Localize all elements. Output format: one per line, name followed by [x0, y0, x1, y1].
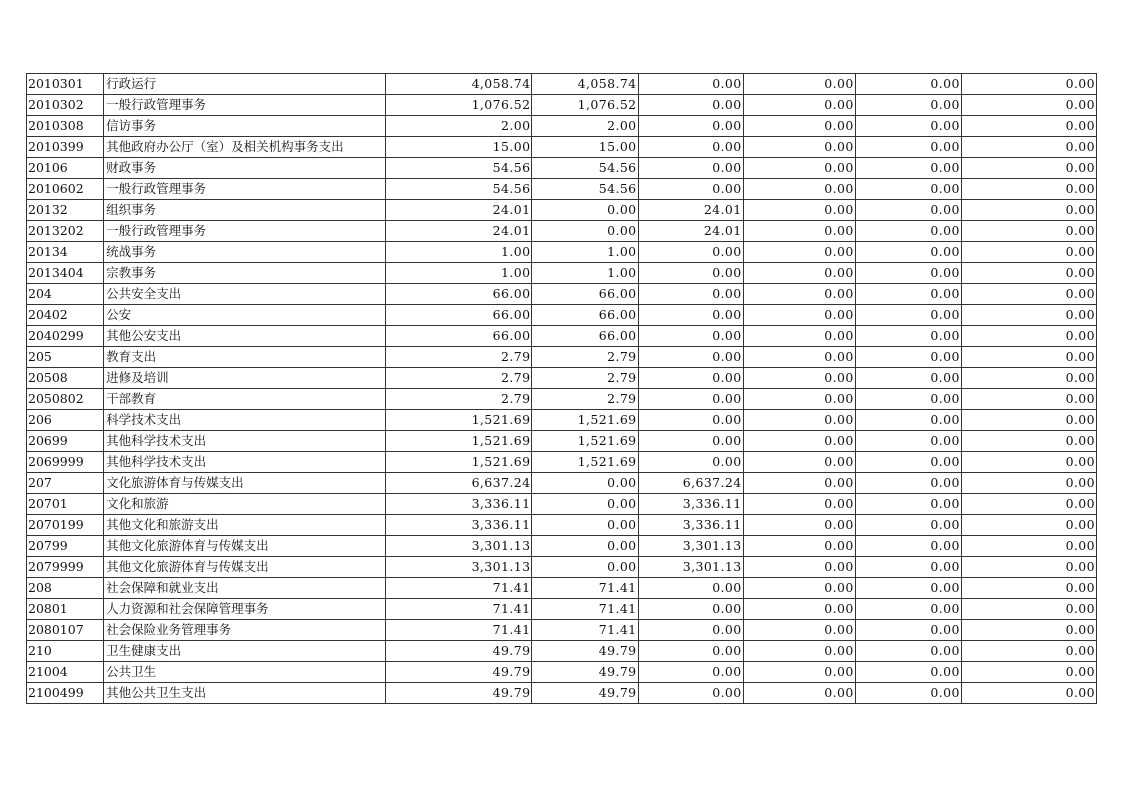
table-row [27, 179, 1097, 200]
subject-code-cell: 20402 [27, 305, 104, 326]
amount-cell: 0.00 [743, 179, 855, 200]
table-row [27, 305, 1097, 326]
table-row [27, 452, 1097, 473]
amount-cell: 49.79 [532, 683, 638, 704]
amount-cell: 49.79 [532, 641, 638, 662]
amount-cell: 54.56 [386, 158, 532, 179]
amount-cell: 2.79 [386, 368, 532, 389]
amount-cell: 3,336.11 [638, 515, 743, 536]
table-row [27, 473, 1097, 494]
subject-code-cell: 2070199 [27, 515, 104, 536]
subject-code-cell: 20699 [27, 431, 104, 452]
amount-cell: 0.00 [855, 242, 961, 263]
amount-cell: 66.00 [532, 284, 638, 305]
amount-cell: 0.00 [855, 536, 961, 557]
amount-cell: 2.00 [386, 116, 532, 137]
amount-cell: 0.00 [855, 620, 961, 641]
amount-cell: 0.00 [638, 242, 743, 263]
amount-cell: 54.56 [386, 179, 532, 200]
table-row [27, 536, 1097, 557]
amount-cell: 2.79 [386, 347, 532, 368]
amount-cell: 0.00 [638, 641, 743, 662]
amount-cell: 0.00 [743, 473, 855, 494]
amount-cell: 0.00 [743, 494, 855, 515]
amount-cell: 0.00 [638, 368, 743, 389]
amount-cell: 0.00 [961, 326, 1096, 347]
amount-cell: 0.00 [961, 221, 1096, 242]
amount-cell: 0.00 [638, 137, 743, 158]
amount-cell: 3,301.13 [638, 536, 743, 557]
amount-cell: 4,058.74 [532, 74, 638, 95]
amount-cell: 6,637.24 [386, 473, 532, 494]
amount-cell: 0.00 [638, 347, 743, 368]
amount-cell: 0.00 [743, 683, 855, 704]
table-row [27, 515, 1097, 536]
amount-cell: 0.00 [638, 263, 743, 284]
amount-cell: 15.00 [532, 137, 638, 158]
amount-cell: 0.00 [532, 200, 638, 221]
amount-cell: 0.00 [638, 95, 743, 116]
amount-cell: 0.00 [961, 95, 1096, 116]
amount-cell: 0.00 [855, 305, 961, 326]
amount-cell: 0.00 [961, 599, 1096, 620]
amount-cell: 0.00 [532, 536, 638, 557]
table-row [27, 95, 1097, 116]
subject-name-cell: 一般行政管理事务 [104, 95, 386, 116]
table-row [27, 620, 1097, 641]
amount-cell: 0.00 [855, 263, 961, 284]
amount-cell: 0.00 [961, 536, 1096, 557]
table-row [27, 431, 1097, 452]
amount-cell: 0.00 [743, 158, 855, 179]
amount-cell: 0.00 [855, 179, 961, 200]
amount-cell: 0.00 [638, 599, 743, 620]
amount-cell: 3,336.11 [638, 494, 743, 515]
amount-cell: 0.00 [638, 116, 743, 137]
amount-cell: 0.00 [961, 179, 1096, 200]
amount-cell: 66.00 [532, 305, 638, 326]
subject-name-cell: 其他文化和旅游支出 [104, 515, 386, 536]
amount-cell: 0.00 [961, 200, 1096, 221]
subject-code-cell: 207 [27, 473, 104, 494]
amount-cell: 0.00 [855, 74, 961, 95]
subject-code-cell: 20701 [27, 494, 104, 515]
amount-cell: 1,521.69 [532, 431, 638, 452]
subject-name-cell: 一般行政管理事务 [104, 221, 386, 242]
table-row [27, 599, 1097, 620]
amount-cell: 0.00 [743, 347, 855, 368]
amount-cell: 3,336.11 [386, 494, 532, 515]
amount-cell: 0.00 [743, 326, 855, 347]
amount-cell: 0.00 [855, 578, 961, 599]
subject-name-cell: 社会保障和就业支出 [104, 578, 386, 599]
amount-cell: 0.00 [961, 263, 1096, 284]
subject-code-cell: 2050802 [27, 389, 104, 410]
subject-name-cell: 进修及培训 [104, 368, 386, 389]
amount-cell: 2.79 [532, 368, 638, 389]
amount-cell: 0.00 [855, 326, 961, 347]
amount-cell: 1,521.69 [386, 452, 532, 473]
amount-cell: 0.00 [961, 641, 1096, 662]
table-row [27, 137, 1097, 158]
subject-code-cell: 20801 [27, 599, 104, 620]
amount-cell: 0.00 [743, 116, 855, 137]
amount-cell: 0.00 [855, 410, 961, 431]
table-row [27, 116, 1097, 137]
amount-cell: 49.79 [386, 641, 532, 662]
amount-cell: 0.00 [961, 578, 1096, 599]
table-row [27, 221, 1097, 242]
amount-cell: 0.00 [532, 473, 638, 494]
subject-code-cell: 20799 [27, 536, 104, 557]
table-row [27, 347, 1097, 368]
amount-cell: 0.00 [961, 137, 1096, 158]
amount-cell: 0.00 [532, 494, 638, 515]
amount-cell: 0.00 [638, 431, 743, 452]
table-row [27, 200, 1097, 221]
subject-name-cell: 其他科学技术支出 [104, 431, 386, 452]
subject-name-cell: 其他公安支出 [104, 326, 386, 347]
subject-code-cell: 2013202 [27, 221, 104, 242]
amount-cell: 0.00 [743, 452, 855, 473]
subject-name-cell: 其他政府办公厅（室）及相关机构事务支出 [104, 137, 386, 158]
subject-code-cell: 205 [27, 347, 104, 368]
amount-cell: 0.00 [638, 74, 743, 95]
amount-cell: 0.00 [743, 305, 855, 326]
amount-cell: 0.00 [961, 452, 1096, 473]
subject-code-cell: 2040299 [27, 326, 104, 347]
amount-cell: 0.00 [638, 158, 743, 179]
amount-cell: 0.00 [961, 368, 1096, 389]
amount-cell: 0.00 [961, 74, 1096, 95]
amount-cell: 0.00 [855, 494, 961, 515]
amount-cell: 0.00 [855, 284, 961, 305]
table-row [27, 641, 1097, 662]
amount-cell: 24.01 [386, 221, 532, 242]
table-row [27, 557, 1097, 578]
subject-code-cell: 2010302 [27, 95, 104, 116]
amount-cell: 0.00 [961, 389, 1096, 410]
amount-cell: 0.00 [855, 599, 961, 620]
amount-cell: 49.79 [386, 683, 532, 704]
table-row [27, 263, 1097, 284]
amount-cell: 66.00 [386, 305, 532, 326]
amount-cell: 0.00 [855, 431, 961, 452]
subject-name-cell: 公共安全支出 [104, 284, 386, 305]
amount-cell: 0.00 [855, 641, 961, 662]
amount-cell: 0.00 [743, 536, 855, 557]
table-row [27, 410, 1097, 431]
subject-code-cell: 2069999 [27, 452, 104, 473]
subject-code-cell: 2010301 [27, 74, 104, 95]
subject-code-cell: 2010308 [27, 116, 104, 137]
amount-cell: 0.00 [961, 620, 1096, 641]
amount-cell: 0.00 [855, 662, 961, 683]
amount-cell: 0.00 [743, 368, 855, 389]
subject-name-cell: 其他科学技术支出 [104, 452, 386, 473]
amount-cell: 0.00 [743, 200, 855, 221]
amount-cell: 71.41 [386, 578, 532, 599]
table-row [27, 389, 1097, 410]
subject-code-cell: 206 [27, 410, 104, 431]
subject-code-cell: 20132 [27, 200, 104, 221]
subject-code-cell: 20508 [27, 368, 104, 389]
amount-cell: 0.00 [743, 557, 855, 578]
subject-code-cell: 2013404 [27, 263, 104, 284]
amount-cell: 0.00 [743, 515, 855, 536]
amount-cell: 71.41 [532, 599, 638, 620]
amount-cell: 0.00 [638, 179, 743, 200]
amount-cell: 2.79 [532, 389, 638, 410]
amount-cell: 0.00 [855, 221, 961, 242]
amount-cell: 2.00 [532, 116, 638, 137]
amount-cell: 0.00 [961, 158, 1096, 179]
amount-cell: 54.56 [532, 158, 638, 179]
amount-cell: 49.79 [532, 662, 638, 683]
subject-name-cell: 干部教育 [104, 389, 386, 410]
amount-cell: 0.00 [638, 683, 743, 704]
amount-cell: 0.00 [743, 620, 855, 641]
amount-cell: 0.00 [961, 494, 1096, 515]
table-row [27, 494, 1097, 515]
amount-cell: 1.00 [386, 263, 532, 284]
amount-cell: 3,301.13 [386, 536, 532, 557]
amount-cell: 0.00 [638, 284, 743, 305]
amount-cell: 0.00 [961, 473, 1096, 494]
amount-cell: 0.00 [743, 599, 855, 620]
amount-cell: 0.00 [532, 221, 638, 242]
amount-cell: 0.00 [638, 410, 743, 431]
subject-code-cell: 2100499 [27, 683, 104, 704]
amount-cell: 1,076.52 [386, 95, 532, 116]
amount-cell: 24.01 [638, 221, 743, 242]
amount-cell: 0.00 [743, 641, 855, 662]
amount-cell: 0.00 [743, 242, 855, 263]
amount-cell: 0.00 [638, 662, 743, 683]
amount-cell: 2.79 [532, 347, 638, 368]
subject-name-cell: 人力资源和社会保障管理事务 [104, 599, 386, 620]
table-row [27, 662, 1097, 683]
subject-name-cell: 科学技术支出 [104, 410, 386, 431]
table-row [27, 74, 1097, 95]
amount-cell: 0.00 [961, 116, 1096, 137]
amount-cell: 71.41 [386, 620, 532, 641]
table-body [27, 74, 1097, 704]
amount-cell: 0.00 [855, 452, 961, 473]
amount-cell: 0.00 [638, 326, 743, 347]
subject-name-cell: 组织事务 [104, 200, 386, 221]
subject-name-cell: 一般行政管理事务 [104, 179, 386, 200]
subject-name-cell: 社会保险业务管理事务 [104, 620, 386, 641]
amount-cell: 0.00 [961, 242, 1096, 263]
amount-cell: 0.00 [855, 347, 961, 368]
amount-cell: 0.00 [961, 284, 1096, 305]
amount-cell: 0.00 [855, 137, 961, 158]
subject-code-cell: 20106 [27, 158, 104, 179]
amount-cell: 66.00 [386, 284, 532, 305]
amount-cell: 2.79 [386, 389, 532, 410]
subject-name-cell: 其他文化旅游体育与传媒支出 [104, 557, 386, 578]
amount-cell: 15.00 [386, 137, 532, 158]
subject-name-cell: 宗教事务 [104, 263, 386, 284]
subject-code-cell: 21004 [27, 662, 104, 683]
table-row [27, 284, 1097, 305]
amount-cell: 66.00 [386, 326, 532, 347]
subject-code-cell: 210 [27, 641, 104, 662]
amount-cell: 54.56 [532, 179, 638, 200]
subject-name-cell: 文化旅游体育与传媒支出 [104, 473, 386, 494]
subject-name-cell: 卫生健康支出 [104, 641, 386, 662]
subject-name-cell: 其他公共卫生支出 [104, 683, 386, 704]
subject-code-cell: 2010399 [27, 137, 104, 158]
amount-cell: 0.00 [638, 389, 743, 410]
amount-cell: 0.00 [961, 515, 1096, 536]
amount-cell: 1,076.52 [532, 95, 638, 116]
amount-cell: 49.79 [386, 662, 532, 683]
amount-cell: 0.00 [961, 683, 1096, 704]
subject-name-cell: 文化和旅游 [104, 494, 386, 515]
subject-code-cell: 204 [27, 284, 104, 305]
subject-name-cell: 教育支出 [104, 347, 386, 368]
subject-name-cell: 公共卫生 [104, 662, 386, 683]
table-row [27, 326, 1097, 347]
amount-cell: 0.00 [743, 578, 855, 599]
amount-cell: 1.00 [386, 242, 532, 263]
amount-cell: 0.00 [855, 116, 961, 137]
table-row [27, 578, 1097, 599]
amount-cell: 0.00 [743, 263, 855, 284]
amount-cell: 6,637.24 [638, 473, 743, 494]
subject-code-cell: 208 [27, 578, 104, 599]
amount-cell: 0.00 [638, 578, 743, 599]
amount-cell: 0.00 [961, 557, 1096, 578]
table-row [27, 368, 1097, 389]
table-row [27, 242, 1097, 263]
amount-cell: 0.00 [743, 137, 855, 158]
amount-cell: 0.00 [743, 662, 855, 683]
table-row [27, 158, 1097, 179]
amount-cell: 1,521.69 [386, 431, 532, 452]
amount-cell: 0.00 [638, 305, 743, 326]
amount-cell: 0.00 [743, 284, 855, 305]
subject-code-cell: 2079999 [27, 557, 104, 578]
amount-cell: 0.00 [855, 473, 961, 494]
amount-cell: 0.00 [638, 452, 743, 473]
amount-cell: 1.00 [532, 242, 638, 263]
subject-code-cell: 2080107 [27, 620, 104, 641]
subject-name-cell: 统战事务 [104, 242, 386, 263]
amount-cell: 3,301.13 [386, 557, 532, 578]
amount-cell: 0.00 [532, 557, 638, 578]
amount-cell: 0.00 [961, 347, 1096, 368]
amount-cell: 0.00 [855, 683, 961, 704]
amount-cell: 24.01 [386, 200, 532, 221]
amount-cell: 1,521.69 [386, 410, 532, 431]
amount-cell: 0.00 [961, 305, 1096, 326]
amount-cell: 66.00 [532, 326, 638, 347]
amount-cell: 0.00 [961, 410, 1096, 431]
amount-cell: 1,521.69 [532, 410, 638, 431]
amount-cell: 0.00 [743, 95, 855, 116]
amount-cell: 0.00 [855, 158, 961, 179]
amount-cell: 0.00 [855, 557, 961, 578]
subject-code-cell: 20134 [27, 242, 104, 263]
table-row [27, 683, 1097, 704]
subject-name-cell: 行政运行 [104, 74, 386, 95]
amount-cell: 3,336.11 [386, 515, 532, 536]
amount-cell: 0.00 [961, 662, 1096, 683]
amount-cell: 0.00 [743, 221, 855, 242]
amount-cell: 0.00 [855, 515, 961, 536]
amount-cell: 1.00 [532, 263, 638, 284]
amount-cell: 71.41 [386, 599, 532, 620]
amount-cell: 71.41 [532, 578, 638, 599]
expenditure-table [26, 73, 1097, 704]
amount-cell: 0.00 [638, 620, 743, 641]
amount-cell: 0.00 [855, 200, 961, 221]
amount-cell: 0.00 [855, 95, 961, 116]
amount-cell: 1,521.69 [532, 452, 638, 473]
subject-code-cell: 2010602 [27, 179, 104, 200]
amount-cell: 0.00 [532, 515, 638, 536]
amount-cell: 0.00 [855, 389, 961, 410]
amount-cell: 0.00 [743, 74, 855, 95]
amount-cell: 3,301.13 [638, 557, 743, 578]
amount-cell: 0.00 [855, 368, 961, 389]
subject-name-cell: 信访事务 [104, 116, 386, 137]
amount-cell: 4,058.74 [386, 74, 532, 95]
subject-name-cell: 公安 [104, 305, 386, 326]
amount-cell: 0.00 [743, 431, 855, 452]
amount-cell: 0.00 [743, 389, 855, 410]
subject-name-cell: 财政事务 [104, 158, 386, 179]
amount-cell: 0.00 [961, 431, 1096, 452]
subject-name-cell: 其他文化旅游体育与传媒支出 [104, 536, 386, 557]
amount-cell: 24.01 [638, 200, 743, 221]
amount-cell: 71.41 [532, 620, 638, 641]
amount-cell: 0.00 [743, 410, 855, 431]
